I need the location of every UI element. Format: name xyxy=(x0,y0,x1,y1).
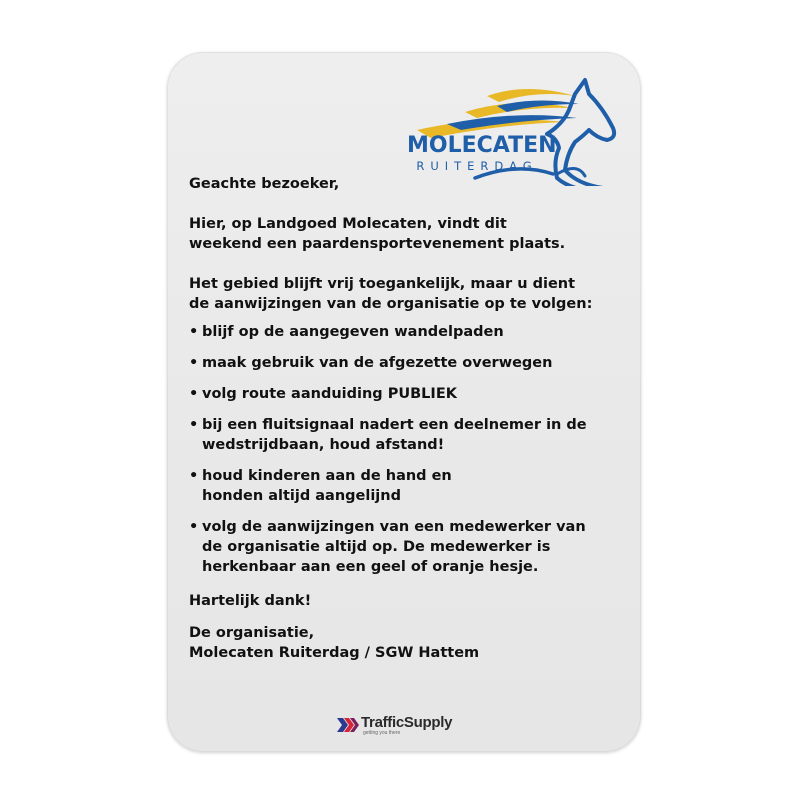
bullet-line: blijf op de aangegeven wandelpaden xyxy=(202,324,504,340)
list-item xyxy=(189,466,629,506)
bullet-line: maak gebruik van de afgezette overwegen xyxy=(202,355,553,371)
trafficsupply-name: TrafficSupply xyxy=(361,714,453,731)
bullet-line: honden altijd aangelijnd xyxy=(202,488,401,504)
notice-paragraph xyxy=(189,274,629,314)
bullet-line: de organisatie altijd op. De medewerker is xyxy=(202,539,551,555)
signoff xyxy=(189,623,629,663)
bullet-line: volg route aanduiding PUBLIEK xyxy=(202,386,457,402)
bullet-line: volg de aanwijzingen van een medewerker van xyxy=(202,519,586,535)
thanks-text: Hartelijk dank! xyxy=(189,593,312,609)
molecaten-ruiterdag-logo xyxy=(407,66,627,186)
list-item xyxy=(189,353,629,373)
list-item xyxy=(189,322,629,342)
bullet-line: bij een fluitsignaal nadert een deelnemer in de xyxy=(202,417,587,433)
greeting: Geachte bezoeker, xyxy=(189,176,340,192)
bullet-line: wedstrijdbaan, houd afstand! xyxy=(202,437,445,453)
bullet-line: houd kinderen aan de hand en xyxy=(202,468,452,484)
signoff-line: Molecaten Ruiterdag / SGW Hattem xyxy=(189,645,480,661)
intro-line: Hier, op Landgoed Molecaten, vindt dit xyxy=(189,216,507,232)
signoff-line: De organisatie, xyxy=(189,625,315,641)
trafficsupply-logo xyxy=(337,714,477,736)
letter-body xyxy=(189,174,629,663)
instructions-list xyxy=(189,322,629,577)
info-sign xyxy=(167,52,641,752)
trafficsupply-tagline: getting you there xyxy=(363,730,401,736)
notice-line: Het gebied blijft vrij toegankelijk, maar u dient xyxy=(189,276,576,292)
list-item xyxy=(189,517,629,577)
intro-line: weekend een paardensportevenement plaats. xyxy=(189,236,566,252)
notice-line: de aanwijzingen van de organisatie op te volgen: xyxy=(189,296,593,312)
list-item xyxy=(189,384,629,404)
brand-subtitle: RUITERDAG xyxy=(416,159,538,173)
brand-name: MOLECATEN xyxy=(407,133,557,158)
list-item xyxy=(189,415,629,455)
intro-paragraph xyxy=(189,214,629,254)
trafficsupply-chevrons-icon xyxy=(337,717,361,733)
bullet-line: herkenbaar aan een geel of oranje hesje. xyxy=(202,559,539,575)
